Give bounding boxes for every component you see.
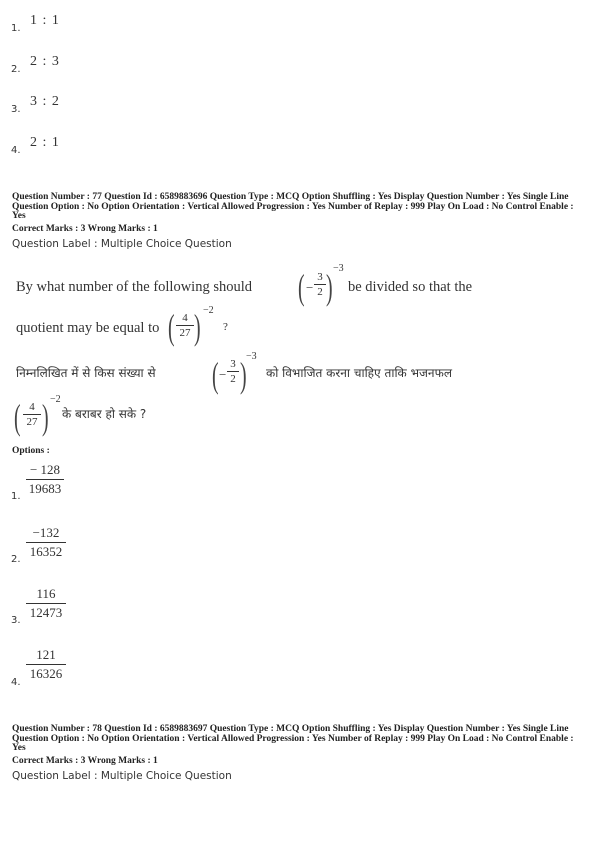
option-number: 2. — [11, 64, 21, 75]
fraction-bar — [23, 414, 41, 415]
option-fraction — [26, 525, 66, 560]
target-exponent: −2 — [50, 394, 61, 405]
option-number: 1. — [11, 23, 21, 34]
fraction-bar — [314, 284, 326, 285]
question-text-en: By what number of the following should — [16, 279, 253, 295]
question-text-en: quotient may be equal to — [16, 320, 160, 336]
left-paren: ( — [212, 355, 219, 395]
base-denominator: 2 — [230, 373, 236, 385]
options-title: Options : — [12, 446, 50, 456]
question-meta: Question Number : 77 Question Id : 6589883696 Question Type : MCQ Option Shuffling : Yes Display Question Number : Yes Single Line Question Option : No Option Orientation : Vertical Allowed Progression : Yes Number of Replay : 999 Play On Load : No Control Enable : Yes — [12, 192, 574, 221]
option-denominator: 12473 — [29, 605, 63, 620]
question-text-hi: को विभाजित करना चाहिए ताकि भजनफल — [266, 366, 452, 380]
option-number: 4. — [11, 145, 21, 156]
target-exponent: −2 — [203, 305, 214, 316]
right-paren: ) — [42, 397, 49, 437]
target-fraction — [176, 312, 194, 339]
option-number: 1. — [11, 491, 21, 502]
target-denominator: 27 — [179, 327, 191, 339]
fraction-bar — [26, 603, 66, 604]
question-marks: Correct Marks : 3 Wrong Marks : 1 — [12, 756, 158, 766]
base-fraction — [314, 271, 326, 298]
option-numerator: 121 — [36, 647, 56, 662]
right-paren: ) — [194, 307, 201, 347]
option-numerator: 116 — [36, 586, 56, 601]
option-fraction — [26, 647, 66, 682]
fraction-bar — [176, 325, 194, 326]
option-number: 4. — [11, 677, 21, 688]
question-label: Question Label : Multiple Choice Question — [12, 238, 232, 250]
left-paren: ( — [168, 307, 175, 347]
base-exponent: −3 — [333, 263, 344, 274]
option-numerator: − 128 — [29, 462, 61, 477]
option-denominator: 19683 — [28, 481, 62, 496]
option-fraction — [26, 586, 66, 621]
option-number: 3. — [11, 615, 21, 626]
option-numerator: −132 — [32, 525, 60, 540]
question-mark: ? — [223, 321, 228, 333]
question-text-hi: के बराबर हो सके ? — [62, 407, 147, 421]
fraction-bar — [227, 371, 239, 372]
base-fraction — [227, 358, 239, 385]
right-paren: ) — [240, 355, 247, 395]
base-exponent: −3 — [246, 351, 257, 362]
minus-sign: − — [306, 280, 314, 295]
option-denominator: 16326 — [29, 666, 63, 681]
option-number: 2. — [11, 554, 21, 565]
minus-sign: − — [219, 367, 227, 382]
fraction-bar — [26, 479, 64, 480]
option-number: 3. — [11, 104, 21, 115]
fraction-bar — [26, 542, 66, 543]
option-denominator: 16352 — [29, 544, 63, 559]
question-meta: Question Number : 78 Question Id : 6589883697 Question Type : MCQ Option Shuffling : Yes Display Question Number : Yes Single Line Question Option : No Option Orientation : Vertical Allowed Progression : Yes Number of Replay : 999 Play On Load : No Control Enable : Yes — [12, 724, 574, 753]
left-paren: ( — [298, 267, 305, 307]
question-label: Question Label : Multiple Choice Question — [12, 770, 232, 782]
base-denominator: 2 — [317, 286, 323, 298]
base-numerator: 3 — [230, 358, 236, 370]
option-text: 1 : 1 — [30, 13, 60, 28]
option-text: 3 : 2 — [30, 94, 60, 109]
left-paren: ( — [14, 397, 21, 437]
target-denominator: 27 — [26, 416, 38, 428]
option-text: 2 : 3 — [30, 54, 60, 69]
option-text: 2 : 1 — [30, 135, 60, 150]
target-numerator: 4 — [182, 312, 188, 324]
right-paren: ) — [326, 267, 333, 307]
target-numerator: 4 — [29, 401, 35, 413]
question-marks: Correct Marks : 3 Wrong Marks : 1 — [12, 224, 158, 234]
question-text-en: be divided so that the — [348, 279, 473, 295]
fraction-bar — [26, 664, 66, 665]
base-numerator: 3 — [317, 271, 323, 283]
target-fraction — [23, 401, 41, 428]
option-fraction — [26, 462, 64, 497]
question-text-hi: निम्नलिखित में से किस संख्या से — [16, 366, 156, 380]
